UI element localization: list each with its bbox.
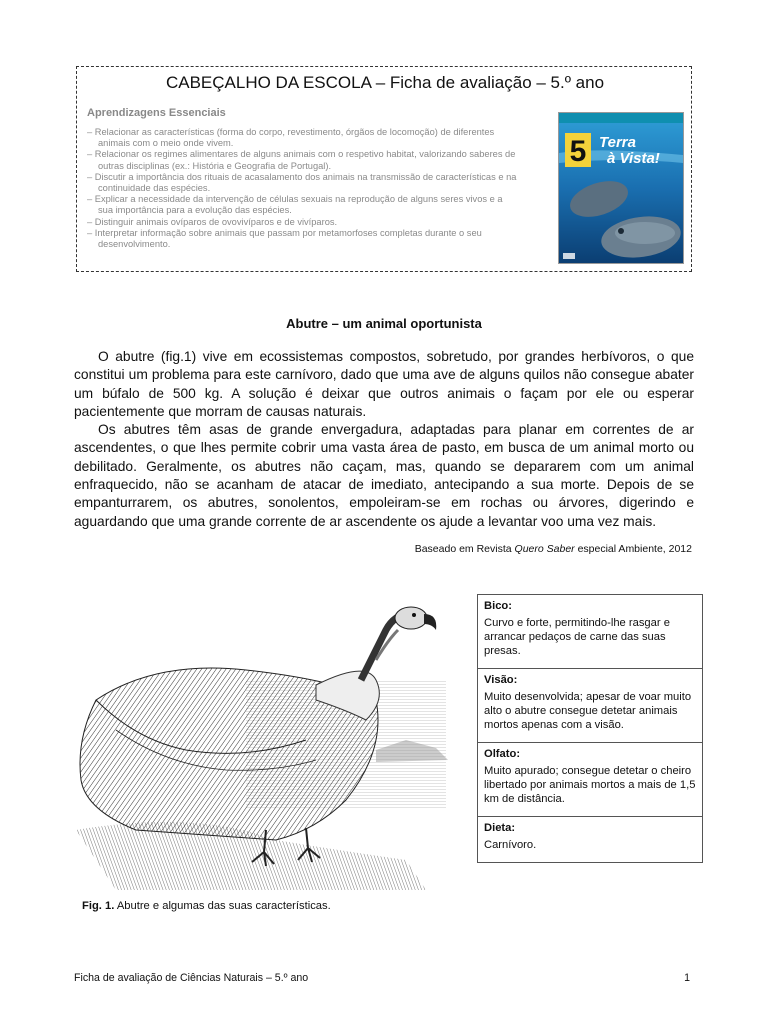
footer-text: Ficha de avaliação de Ciências Naturais – 5.º ano bbox=[74, 972, 309, 984]
trait-name: Dieta: bbox=[484, 822, 516, 834]
trait-description: Curvo e forte, permitindo-lhe rasgar e arrancar pedaços de carne das suas presas. bbox=[484, 617, 670, 657]
trait-row bbox=[478, 595, 703, 669]
trait-description: Carnívoro. bbox=[484, 839, 537, 851]
essentials-item: – Relacionar as características (forma do corpo, revestimento, órgãos de locomoção) de diferentes animais com o meio onde vivem. bbox=[87, 127, 495, 149]
traits-table bbox=[477, 594, 703, 863]
essentials-list bbox=[87, 127, 517, 250]
vulture-engraving bbox=[76, 590, 452, 890]
essentials-item: – Explicar a necessidade da intervenção de células sexuais na reprodução de alguns seres vivos e a sua importância para a evolução das espécies. bbox=[87, 194, 503, 216]
trait-cell bbox=[478, 669, 703, 743]
essentials-title: Aprendizagens Essenciais bbox=[87, 107, 226, 119]
textbook-cover-art bbox=[559, 113, 683, 263]
trait-name: Visão: bbox=[484, 674, 518, 686]
figure-caption-text: Abutre e algumas das suas características. bbox=[114, 900, 331, 912]
header-title: CABEÇALHO DA ESCOLA – Ficha de avaliação – 5.º ano bbox=[165, 73, 605, 92]
essentials-item: – Relacionar os regimes alimentares de alguns animais com o respetivo habitat, valorizando saberes de outras disciplinas (ex.: História e Geografia de Portugal). bbox=[87, 149, 516, 171]
source-magazine: Quero Saber bbox=[514, 543, 575, 555]
article-title: Abutre – um animal oportunista bbox=[286, 316, 482, 331]
essentials-item: – Interpretar informação sobre animais que passam por metamorfoses completas durante o seu desenvolvimento. bbox=[87, 227, 482, 250]
figure-label: Fig. 1. bbox=[82, 900, 115, 912]
trait-cell bbox=[478, 743, 703, 817]
trait-row bbox=[478, 743, 703, 817]
trait-name: Bico: bbox=[484, 600, 512, 612]
school-header-box bbox=[76, 66, 692, 272]
trait-row bbox=[478, 669, 703, 743]
article-source bbox=[415, 543, 692, 555]
article-paragraph: O abutre (fig.1) vive em ecossistemas compostos, sobretudo, por grandes herbívoros, o que constitui um problema para este carnívoro, dado que uma ave de alguns quilos não consegue abater um búfalo de 500 kg. A solução é deixar que outros animais o façam por ele ou esperar pacientemente que morram de causas naturais. bbox=[74, 349, 694, 419]
essentials-item: – Discutir a importância dos rituais de acasalamento dos animais na transmissão de características e na continuidade das espécies. bbox=[87, 171, 517, 194]
trait-cell bbox=[478, 817, 703, 863]
source-prefix: Baseado em Revista bbox=[414, 543, 515, 555]
essentials-item: – Distinguir animais ovíparos de ovovivíparos e de vivíparos. bbox=[87, 216, 338, 227]
trait-description: Muito desenvolvida; apesar de voar muito alto o abutre consegue detetar animais mortos apenas com a visão. bbox=[484, 691, 692, 731]
cover-title-line1: Terra bbox=[599, 134, 636, 151]
textbook-cover-image bbox=[558, 112, 684, 264]
cover-number: 5 bbox=[569, 135, 587, 168]
source-suffix: especial Ambiente, 2012 bbox=[574, 543, 692, 555]
trait-name: Olfato: bbox=[484, 748, 521, 760]
article-paragraph: Os abutres têm asas de grande envergadura, adaptadas para planar em correntes de ar ascendentes, o que lhes permite cobrir uma vasta área de pasto, em busca de um animal morto ou debilitado. Geralmente, os abutres não caçam, mas, quando se depararem com um animal enfraquecido, não se acanham de atacar de imediato, antecipando a sua morte. Depois de se empanturrarem, os abutres, sonolentos, empoleiram-se em rochas ou árvores, digerindo e aguardando que uma grande corrente de ar ascendente os ajude a levantar voo uma vez mais. bbox=[74, 422, 694, 529]
trait-description: Muito apurado; consegue detetar o cheiro libertado por animais mortos a mais de 1,5 km de distância. bbox=[484, 765, 696, 805]
figure-caption bbox=[82, 900, 331, 912]
page-number: 1 bbox=[684, 972, 690, 984]
cover-title-line2: à Vista! bbox=[607, 150, 660, 167]
trait-cell bbox=[478, 595, 703, 669]
trait-row bbox=[478, 817, 703, 863]
vulture-illustration bbox=[76, 590, 452, 890]
article-body bbox=[74, 348, 694, 531]
